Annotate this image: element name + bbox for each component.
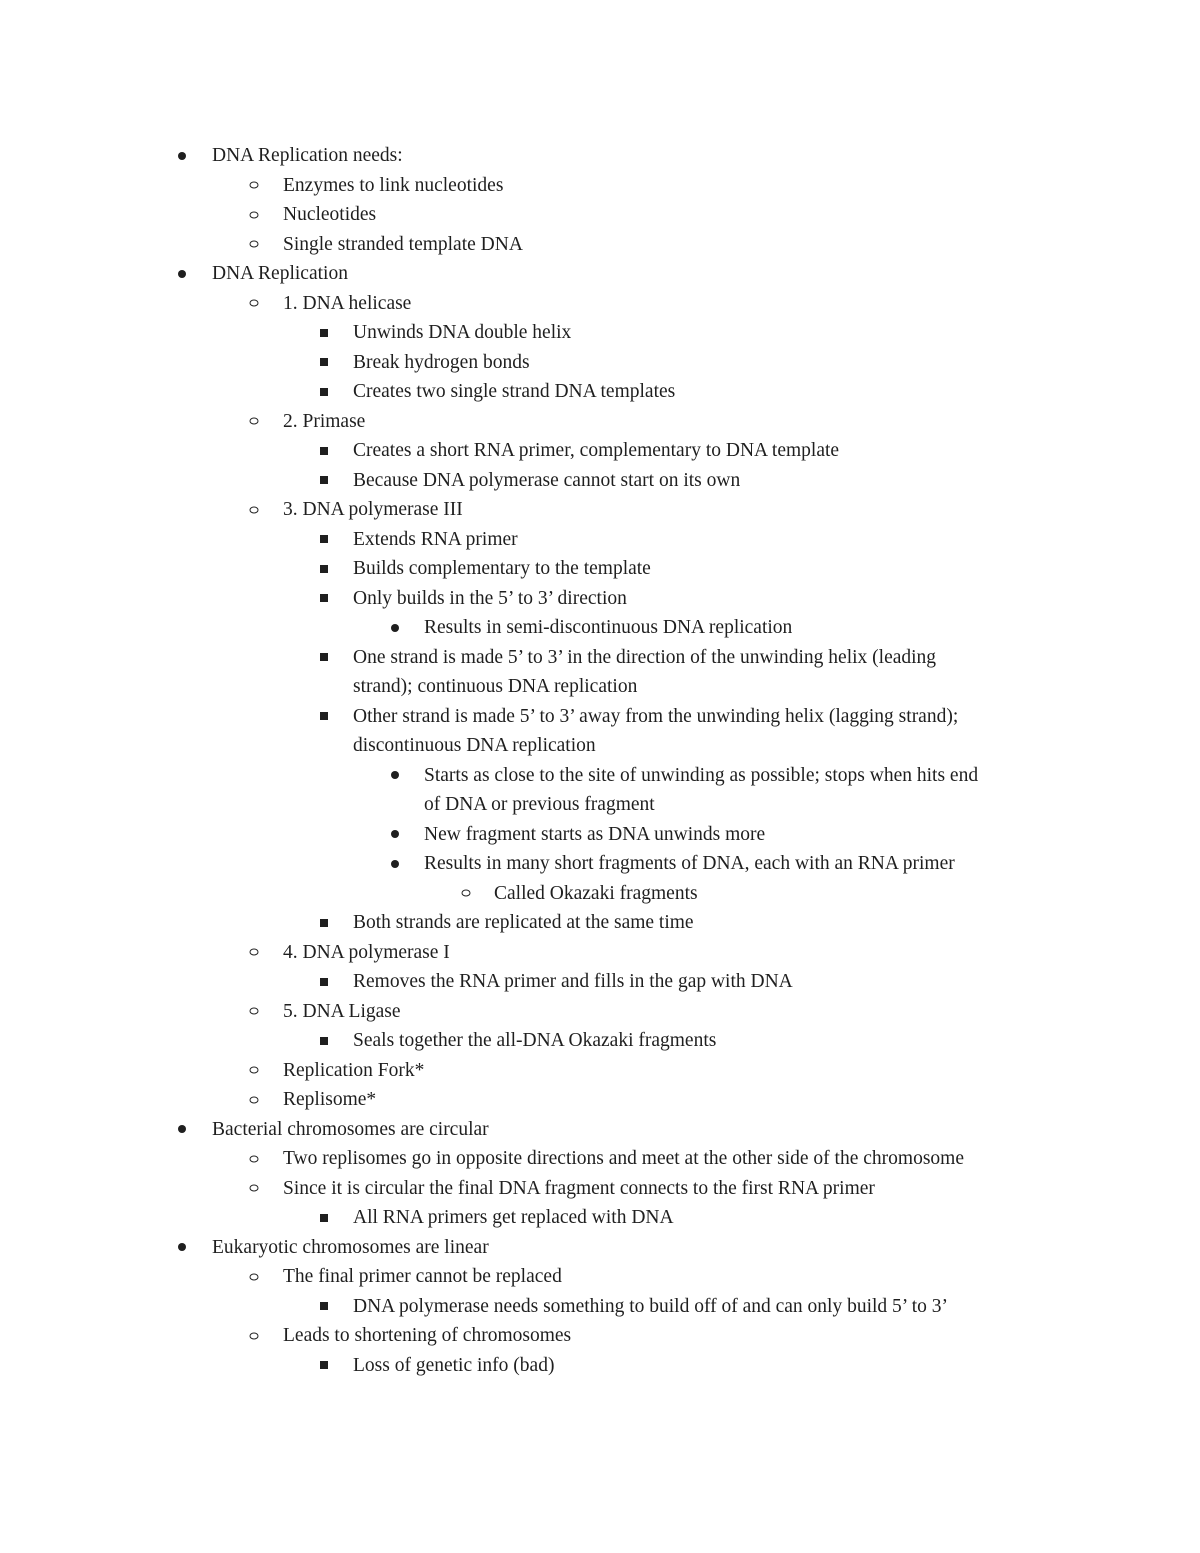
outline-item-level-2: [0, 1085, 1200, 1115]
outline-item-text: Two replisomes go in opposite directions and meet at the other side of the chromosome: [283, 1148, 964, 1169]
outline-item-text: The final primer cannot be replaced: [283, 1266, 562, 1287]
outline-item-text: 4. DNA polymerase I: [283, 941, 450, 963]
square-bullet-icon: [314, 525, 334, 555]
outline-item-text: 5. DNA Ligase: [283, 1000, 401, 1022]
outline-item-text: Builds complementary to the template: [353, 558, 651, 579]
outline-item-level-3: [0, 967, 1200, 997]
outline-item-level-1: [0, 259, 1200, 289]
disc-bullet-icon: [172, 1115, 192, 1145]
outline-item-level-4: [0, 613, 1200, 643]
square-bullet-icon: [314, 436, 334, 466]
outline-item-text: discontinuous DNA replication: [353, 735, 596, 756]
outline-item-level-3: [0, 348, 1200, 378]
outline-item-level-2: [0, 407, 1200, 437]
outline-item-text: All RNA primers get replaced with DNA: [353, 1207, 674, 1228]
circle-bullet-icon: [244, 938, 264, 968]
outline-item-text: Creates a short RNA primer, complementary to DNA template: [353, 440, 840, 461]
square-bullet-icon: [314, 318, 334, 348]
outline-item-level-5: [0, 879, 1200, 909]
outline-item-level-2: [0, 200, 1200, 230]
outline-item-text: Removes the RNA primer and fills in the gap with DNA: [353, 971, 793, 992]
outline-item-level-2: [0, 171, 1200, 201]
disc-bullet-icon: [172, 1233, 192, 1263]
square-bullet-icon: [314, 377, 334, 407]
outline-item-level-2: [0, 495, 1200, 525]
square-bullet-icon: [314, 584, 334, 614]
outline-item-text: Loss of genetic info (bad): [353, 1354, 555, 1376]
circle-bullet-icon: [244, 1056, 264, 1086]
outline-item-text: 2. Primase: [283, 410, 366, 432]
square-bullet-icon: [314, 1292, 334, 1322]
outline-item-text: Eukaryotic chromosomes are linear: [212, 1236, 489, 1258]
outline-item-text: Seals together the all-DNA Okazaki fragments: [353, 1030, 717, 1051]
outline-item-level-3: [0, 318, 1200, 348]
circle-bullet-icon: [244, 1144, 264, 1174]
outline-item-text: Because DNA polymerase cannot start on its own: [353, 469, 741, 491]
outline-item-level-3: [0, 1292, 1200, 1322]
circle-bullet-icon: [244, 171, 264, 201]
outline-item-text: One strand is made 5’ to 3’ in the direction of the unwinding helix (leading: [353, 646, 937, 668]
square-bullet-icon: [314, 554, 334, 584]
square-bullet-icon: [314, 1203, 334, 1233]
disc-bullet-icon: [385, 761, 405, 791]
outline-item-text: Replisome*: [283, 1089, 377, 1110]
outline-item-text: Other strand is made 5’ to 3’ away from the unwinding helix (lagging strand);: [353, 705, 959, 727]
outline-item-text: of DNA or previous fragment: [424, 794, 655, 815]
outline-item-text: Both strands are replicated at the same time: [353, 912, 694, 933]
outline-item-level-3: [0, 1203, 1200, 1233]
outline-item-text: Unwinds DNA double helix: [353, 322, 572, 343]
outline-item-text: 1. DNA helicase: [283, 292, 412, 314]
outline-item-text: Replication Fork*: [283, 1059, 425, 1081]
circle-bullet-icon: [244, 1085, 264, 1115]
outline-item-level-2: [0, 938, 1200, 968]
disc-bullet-icon: [172, 259, 192, 289]
outline-item-text: Called Okazaki fragments: [494, 882, 698, 904]
square-bullet-icon: [314, 348, 334, 378]
square-bullet-icon: [314, 466, 334, 496]
circle-bullet-icon: [244, 1321, 264, 1351]
outline-item-level-3: [0, 466, 1200, 496]
outline-item-level-3: [0, 436, 1200, 466]
circle-bullet-icon: [244, 407, 264, 437]
outline-item-text: Since it is circular the final DNA fragment connects to the first RNA primer: [283, 1177, 875, 1199]
outline-item-level-2: [0, 1321, 1200, 1351]
outline-item-text: Creates two single strand DNA templates: [353, 381, 676, 402]
circle-bullet-icon: [244, 1174, 264, 1204]
disc-bullet-icon: [385, 849, 405, 879]
outline-item-text: Bacterial chromosomes are circular: [212, 1118, 489, 1140]
outline-item-level-3: [0, 643, 1200, 702]
outline-item-text: 3. DNA polymerase III: [283, 499, 463, 520]
circle-bullet-icon: [456, 879, 476, 909]
outline-item-level-3: [0, 377, 1200, 407]
disc-bullet-icon: [172, 141, 192, 171]
outline-item-text: Only builds in the 5’ to 3’ direction: [353, 587, 627, 609]
outline-item-text: Results in semi-discontinuous DNA replication: [424, 617, 793, 638]
outline-item-text: Enzymes to link nucleotides: [283, 174, 504, 196]
outline-item-level-3: [0, 702, 1200, 761]
outline-item-text: Nucleotides: [283, 204, 377, 225]
circle-bullet-icon: [244, 495, 264, 525]
outline-item-text: DNA Replication: [212, 263, 348, 284]
outline-item-text: strand); continuous DNA replication: [353, 676, 638, 697]
outline-item-text: Extends RNA primer: [353, 528, 518, 550]
outline-item-level-3: [0, 584, 1200, 614]
outline-item-level-3: [0, 1026, 1200, 1056]
outline-item-text: Leads to shortening of chromosomes: [283, 1325, 572, 1346]
square-bullet-icon: [314, 1351, 334, 1381]
square-bullet-icon: [314, 643, 334, 673]
outline-item-level-3: [0, 1351, 1200, 1381]
circle-bullet-icon: [244, 289, 264, 319]
outline-item-level-1: [0, 141, 1200, 171]
disc-bullet-icon: [385, 820, 405, 850]
outline-item-level-2: [0, 230, 1200, 260]
outline-item-level-1: [0, 1233, 1200, 1263]
outline-item-level-3: [0, 554, 1200, 584]
square-bullet-icon: [314, 702, 334, 732]
outline-item-level-1: [0, 1115, 1200, 1145]
outline-item-level-4: [0, 761, 1200, 820]
outline-item-level-2: [0, 997, 1200, 1027]
outline-item-level-2: [0, 1144, 1200, 1174]
outline-item-text: DNA polymerase needs something to build off of and can only build 5’ to 3’: [353, 1295, 949, 1317]
outline-item-text: Single stranded template DNA: [283, 233, 523, 255]
circle-bullet-icon: [244, 1262, 264, 1292]
outline-item-level-4: [0, 849, 1200, 879]
outline-item-level-2: [0, 289, 1200, 319]
circle-bullet-icon: [244, 200, 264, 230]
outline-item-text: New fragment starts as DNA unwinds more: [424, 823, 766, 845]
outline-item-text: Starts as close to the site of unwinding as possible; stops when hits end: [424, 764, 979, 786]
disc-bullet-icon: [385, 613, 405, 643]
outline-item-level-4: [0, 820, 1200, 850]
outline-item-level-3: [0, 525, 1200, 555]
outline-item-level-2: [0, 1262, 1200, 1292]
outline-item-text: DNA Replication needs:: [212, 145, 403, 166]
square-bullet-icon: [314, 908, 334, 938]
outline-item-level-2: [0, 1174, 1200, 1204]
outline-item-text: Break hydrogen bonds: [353, 351, 530, 373]
outline-item-level-3: [0, 908, 1200, 938]
circle-bullet-icon: [244, 230, 264, 260]
circle-bullet-icon: [244, 997, 264, 1027]
square-bullet-icon: [314, 1026, 334, 1056]
outline-item-level-2: [0, 1056, 1200, 1086]
outline-item-text: Results in many short fragments of DNA, each with an RNA primer: [424, 853, 955, 874]
square-bullet-icon: [314, 967, 334, 997]
